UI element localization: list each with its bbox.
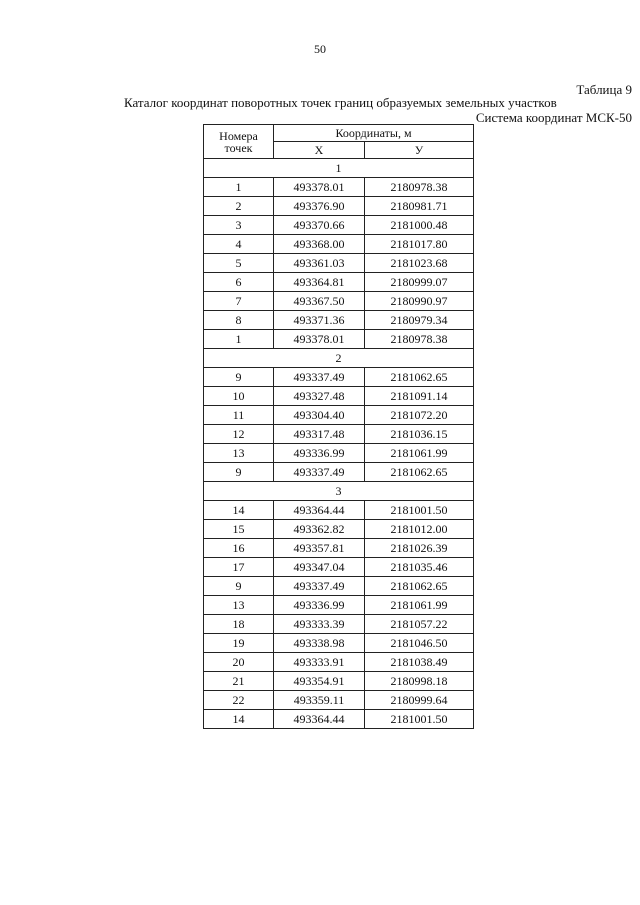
y-coordinate-cell: 2180998.18 <box>365 672 474 691</box>
table-row <box>204 596 474 615</box>
x-coordinate-cell: 493364.44 <box>274 710 365 729</box>
coordinates-table <box>203 124 474 729</box>
table-row <box>204 254 474 273</box>
y-column-header: У <box>365 142 474 159</box>
y-coordinate-cell: 2181001.50 <box>365 710 474 729</box>
point-number-cell: 5 <box>204 254 274 273</box>
table-row <box>204 273 474 292</box>
y-coordinate-cell: 2181035.46 <box>365 558 474 577</box>
x-coordinate-cell: 493337.49 <box>274 577 365 596</box>
x-column-header: X <box>274 142 365 159</box>
point-number-cell: 14 <box>204 501 274 520</box>
point-number-cell: 1 <box>204 330 274 349</box>
x-coordinate-cell: 493347.04 <box>274 558 365 577</box>
y-coordinate-cell: 2180999.07 <box>365 273 474 292</box>
point-number-header-line2: точек <box>224 140 253 155</box>
y-coordinate-cell: 2181061.99 <box>365 596 474 615</box>
coordinates-header: Координаты, м <box>274 125 474 142</box>
y-coordinate-cell: 2181038.49 <box>365 653 474 672</box>
point-number-cell: 17 <box>204 558 274 577</box>
point-number-cell: 9 <box>204 368 274 387</box>
table-row <box>204 216 474 235</box>
table-row <box>204 235 474 254</box>
y-coordinate-cell: 2181072.20 <box>365 406 474 425</box>
table-row <box>204 672 474 691</box>
table-row <box>204 615 474 634</box>
table-row <box>204 425 474 444</box>
table-row <box>204 387 474 406</box>
y-coordinate-cell: 2181012.00 <box>365 520 474 539</box>
x-coordinate-cell: 493338.98 <box>274 634 365 653</box>
y-coordinate-cell: 2181057.22 <box>365 615 474 634</box>
coordinate-system-label: Система координат МСК-50 <box>475 110 632 125</box>
x-coordinate-cell: 493361.03 <box>274 254 365 273</box>
table-row <box>204 463 474 482</box>
x-coordinate-cell: 493371.36 <box>274 311 365 330</box>
page-number: 50 <box>314 42 326 56</box>
point-number-cell: 20 <box>204 653 274 672</box>
point-number-cell: 9 <box>204 577 274 596</box>
table-caption: Каталог координат поворотных точек границ образуемых земельных участков <box>124 95 557 110</box>
point-number-cell: 19 <box>204 634 274 653</box>
table-row <box>204 558 474 577</box>
table-row <box>204 292 474 311</box>
group-header-row <box>204 159 474 178</box>
y-coordinate-cell: 2181026.39 <box>365 539 474 558</box>
point-number-header <box>204 125 274 159</box>
y-coordinate-cell: 2181046.50 <box>365 634 474 653</box>
table-row <box>204 330 474 349</box>
y-coordinate-cell: 2181001.50 <box>365 501 474 520</box>
point-number-cell: 7 <box>204 292 274 311</box>
x-coordinate-cell: 493364.81 <box>274 273 365 292</box>
x-coordinate-cell: 493357.81 <box>274 539 365 558</box>
table-row <box>204 197 474 216</box>
point-number-cell: 10 <box>204 387 274 406</box>
point-number-cell: 14 <box>204 710 274 729</box>
point-number-cell: 4 <box>204 235 274 254</box>
group-header-row <box>204 349 474 368</box>
point-number-cell: 22 <box>204 691 274 710</box>
y-coordinate-cell: 2180990.97 <box>365 292 474 311</box>
table-row <box>204 634 474 653</box>
x-coordinate-cell: 493336.99 <box>274 596 365 615</box>
table-row <box>204 653 474 672</box>
point-number-cell: 12 <box>204 425 274 444</box>
group-header-row <box>204 482 474 501</box>
point-number-cell: 8 <box>204 311 274 330</box>
x-coordinate-cell: 493336.99 <box>274 444 365 463</box>
point-number-cell: 13 <box>204 596 274 615</box>
table-row <box>204 520 474 539</box>
y-coordinate-cell: 2181062.65 <box>365 463 474 482</box>
point-number-header-line1: Номера <box>219 128 258 143</box>
table-row <box>204 539 474 558</box>
x-coordinate-cell: 493304.40 <box>274 406 365 425</box>
y-coordinate-cell: 2181036.15 <box>365 425 474 444</box>
y-coordinate-cell: 2181061.99 <box>365 444 474 463</box>
y-coordinate-cell: 2181017.80 <box>365 235 474 254</box>
table-row <box>204 368 474 387</box>
point-number-cell: 18 <box>204 615 274 634</box>
table-row <box>204 691 474 710</box>
point-number-cell: 3 <box>204 216 274 235</box>
table-row <box>204 178 474 197</box>
x-coordinate-cell: 493368.00 <box>274 235 365 254</box>
table-row <box>204 406 474 425</box>
y-coordinate-cell: 2180979.34 <box>365 311 474 330</box>
y-coordinate-cell: 2180978.38 <box>365 178 474 197</box>
table-row <box>204 710 474 729</box>
point-number-cell: 15 <box>204 520 274 539</box>
y-coordinate-cell: 2181062.65 <box>365 368 474 387</box>
y-coordinate-cell: 2180978.38 <box>365 330 474 349</box>
x-coordinate-cell: 493337.49 <box>274 368 365 387</box>
group-title: 3 <box>204 482 474 501</box>
table-row <box>204 577 474 596</box>
x-coordinate-cell: 493333.39 <box>274 615 365 634</box>
x-coordinate-cell: 493378.01 <box>274 178 365 197</box>
x-coordinate-cell: 493333.91 <box>274 653 365 672</box>
x-coordinate-cell: 493327.48 <box>274 387 365 406</box>
x-coordinate-cell: 493354.91 <box>274 672 365 691</box>
x-coordinate-cell: 493370.66 <box>274 216 365 235</box>
point-number-cell: 13 <box>204 444 274 463</box>
point-number-cell: 16 <box>204 539 274 558</box>
table-row <box>204 501 474 520</box>
x-coordinate-cell: 493367.50 <box>274 292 365 311</box>
table-body <box>204 159 474 729</box>
y-coordinate-cell: 2181091.14 <box>365 387 474 406</box>
point-number-cell: 2 <box>204 197 274 216</box>
x-coordinate-cell: 493376.90 <box>274 197 365 216</box>
y-coordinate-cell: 2181000.48 <box>365 216 474 235</box>
y-coordinate-cell: 2181023.68 <box>365 254 474 273</box>
table-label: Таблица 9 <box>576 82 632 97</box>
x-coordinate-cell: 493362.82 <box>274 520 365 539</box>
x-coordinate-cell: 493364.44 <box>274 501 365 520</box>
table-row <box>204 444 474 463</box>
table-row <box>204 311 474 330</box>
group-title: 1 <box>204 159 474 178</box>
x-coordinate-cell: 493359.11 <box>274 691 365 710</box>
group-title: 2 <box>204 349 474 368</box>
x-coordinate-cell: 493317.48 <box>274 425 365 444</box>
y-coordinate-cell: 2180999.64 <box>365 691 474 710</box>
x-coordinate-cell: 493337.49 <box>274 463 365 482</box>
y-coordinate-cell: 2181062.65 <box>365 577 474 596</box>
point-number-cell: 9 <box>204 463 274 482</box>
point-number-cell: 21 <box>204 672 274 691</box>
point-number-cell: 11 <box>204 406 274 425</box>
y-coordinate-cell: 2180981.71 <box>365 197 474 216</box>
x-coordinate-cell: 493378.01 <box>274 330 365 349</box>
point-number-cell: 6 <box>204 273 274 292</box>
point-number-cell: 1 <box>204 178 274 197</box>
